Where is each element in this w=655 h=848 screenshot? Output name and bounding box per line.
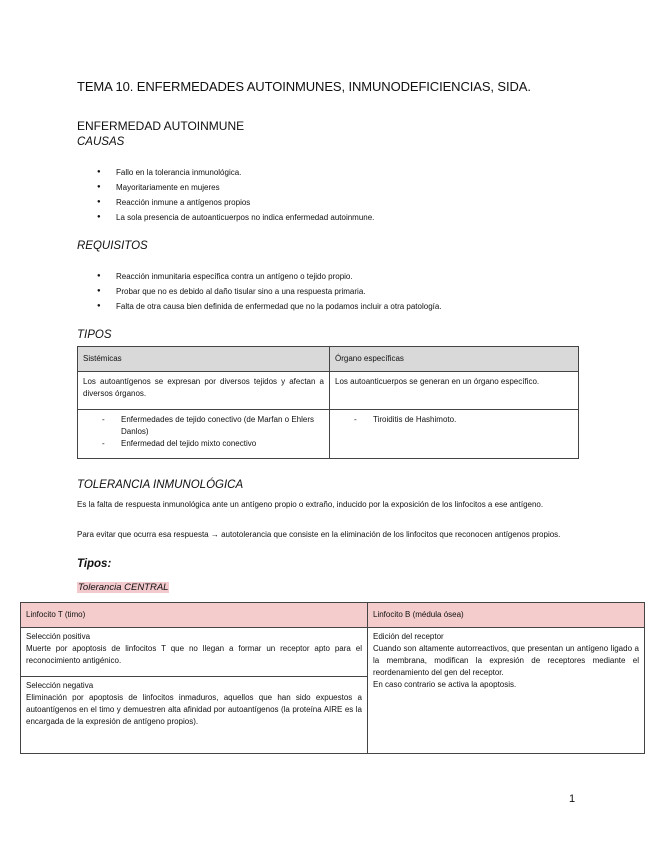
table-header-cell: Linfocito T (timo) — [21, 603, 368, 628]
causas-list — [97, 165, 374, 225]
requisitos-list — [97, 269, 442, 314]
organo-examples — [335, 414, 573, 426]
list-item: ● Reacción inmunitaria específica contra un antígeno o tejido propio. — [97, 269, 442, 284]
table-cell — [21, 628, 368, 677]
sistemicas-examples — [83, 414, 324, 450]
tolerancia-autotolerancia: Para evitar que ocurra esa respuesta → autotolerancia que consiste en la eliminación de los linfocitos que reconocen antígenos propios. — [77, 530, 561, 539]
central-table — [20, 602, 645, 754]
list-item: ● Mayoritariamente en mujeres — [97, 180, 374, 195]
central-label: Tolerancia CENTRAL — [78, 582, 169, 593]
list-item: ● Probar que no es debido al daño tisular sino a una respuesta primaria. — [97, 284, 442, 299]
list-item: - Tiroiditis de Hashimoto. — [335, 414, 573, 426]
tipos-heading: TIPOS — [77, 329, 112, 341]
positive-selection-text: Muerte por apoptosis de linfocitos T que no llegan a formar un receptor apto para el reconocimiento antigénico. — [26, 644, 362, 665]
apoptosis-text: En caso contrario se activa la apoptosis. — [373, 680, 517, 689]
list-item: ● Reacción inmune a antígenos propios — [97, 195, 374, 210]
receptor-editing-title: Edición del receptor — [373, 632, 444, 641]
table-cell — [78, 410, 330, 459]
positive-selection-title: Selección positiva — [26, 632, 91, 641]
negative-selection-title: Selección negativa — [26, 681, 94, 690]
list-item: ● La sola presencia de autoanticuerpos no indica enfermedad autoinmune. — [97, 210, 374, 225]
list-item: ● Falta de otra causa bien definida de enfermedad que no la podamos incluir a otra patología. — [97, 299, 442, 314]
tolerancia-definition: Es la falta de respuesta inmunológica ante un antígeno propio o extraño, inducido por la exposición de los linfocitos a ese antígeno. — [77, 500, 544, 509]
negative-selection-text: Eliminación por apoptosis de linfocitos inmaduros, aquellos que han sido expuestos a autoantígenos en el timo y demuestren alta afinidad por autoantígenos (la proteína AIRE es la encargada de la expresión de antígeno propios). — [26, 693, 362, 726]
table-cell — [330, 410, 579, 459]
section-heading: ENFERMEDAD AUTOINMUNE — [77, 119, 245, 133]
list-item: - Enfermedad del tejido mixto conectivo — [83, 438, 324, 450]
tipos-label: Tipos: — [77, 558, 112, 570]
table-header-cell: Linfocito B (médula ósea) — [368, 603, 645, 628]
page-number: 1 — [569, 793, 576, 805]
causas-heading: CAUSAS — [77, 136, 125, 148]
requisitos-heading: REQUISITOS — [77, 240, 148, 252]
table-header-cell: Órgano específicas — [330, 347, 579, 372]
table-cell: Los autoantígenos se expresan por diversos tejidos y afectan a diversos órganos. — [78, 372, 330, 410]
list-item: - Enfermedades de tejido conectivo (de Marfan o Ehlers Danlos) — [83, 414, 324, 438]
table-header-cell: Sistémicas — [78, 347, 330, 372]
receptor-editing-text: Cuando son altamente autorreactivos, que presentan un antígeno ligado a la membrana, modifican la expresión de receptores mediante el reordenamiento del gen del receptor. — [373, 644, 639, 677]
tipos-table — [77, 346, 579, 459]
tolerancia-heading: TOLERANCIA INMUNOLÓGICA — [77, 479, 244, 491]
table-cell: Los autoanticuerpos se generan en un órgano específico. — [330, 372, 579, 410]
document-title: TEMA 10. ENFERMEDADES AUTOINMUNES, INMUNODEFICIENCIAS, SIDA. — [77, 79, 531, 94]
table-cell — [21, 677, 368, 754]
table-cell — [368, 628, 645, 754]
list-item: ● Fallo en la tolerancia inmunológica. — [97, 165, 374, 180]
